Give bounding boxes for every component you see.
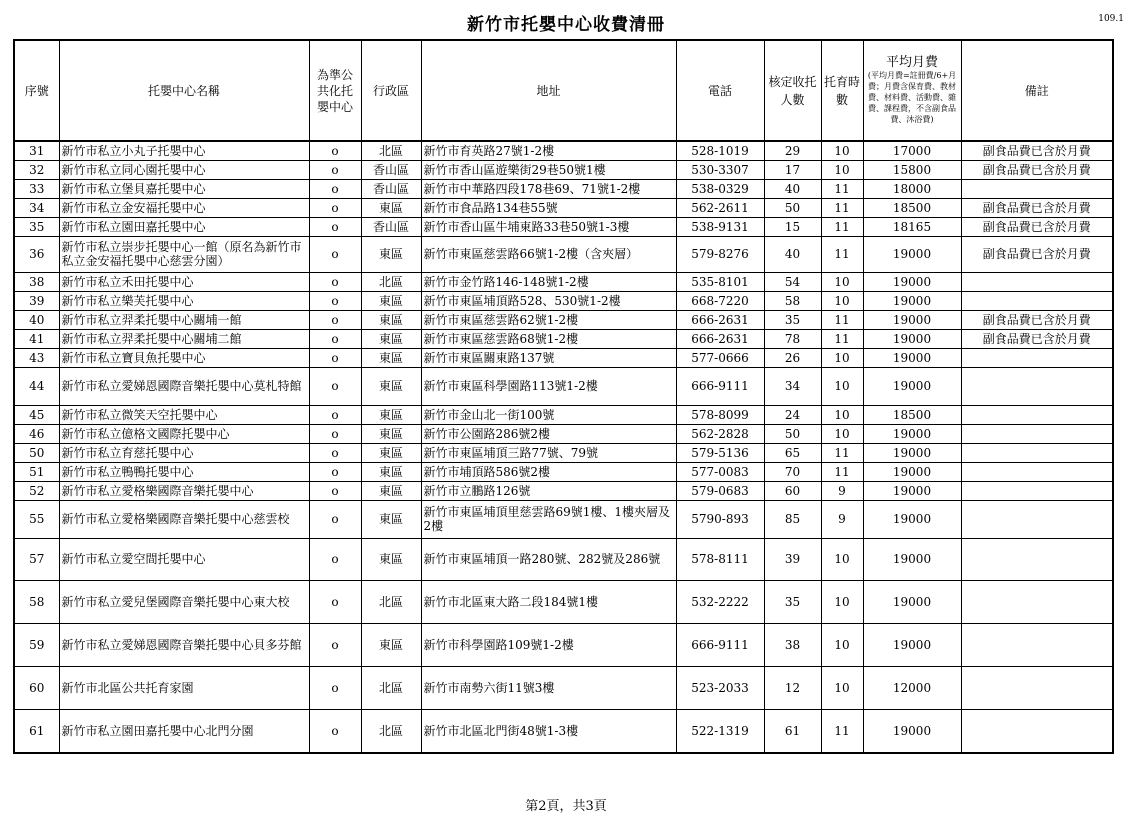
header-name: 托嬰中心名稱 [59, 40, 309, 141]
cell-fee: 19000 [863, 348, 961, 367]
cell-phone: 579-5136 [676, 443, 764, 462]
cell-address: 新竹市立鵬路126號 [421, 481, 676, 500]
cell-phone: 577-0083 [676, 462, 764, 481]
cell-fee: 19000 [863, 329, 961, 348]
cell-phone: 535-8101 [676, 272, 764, 291]
cell-district: 東區 [361, 462, 421, 481]
cell-name: 新竹市私立園田嘉托嬰中心 [59, 217, 309, 236]
cell-quasi-public: o [309, 329, 361, 348]
cell-quasi-public: o [309, 367, 361, 405]
cell-fee: 15800 [863, 160, 961, 179]
cell-fee: 19000 [863, 443, 961, 462]
cell-district: 東區 [361, 291, 421, 310]
cell-hours: 10 [821, 623, 863, 666]
cell-phone: 532-2222 [676, 580, 764, 623]
cell-quasi-public: o [309, 443, 361, 462]
cell-hours: 11 [821, 709, 863, 753]
cell-quasi-public: o [309, 141, 361, 160]
cell-name: 新竹市私立園田嘉托嬰中心北門分園 [59, 709, 309, 753]
cell-hours: 11 [821, 198, 863, 217]
table-row [14, 481, 1113, 500]
cell-address: 新竹市東區慈雲路68號1-2樓 [421, 329, 676, 348]
cell-remark [961, 291, 1113, 310]
cell-fee: 18500 [863, 405, 961, 424]
table-row [14, 179, 1113, 198]
header-remark: 備註 [961, 40, 1113, 141]
table-row [14, 329, 1113, 348]
cell-phone: 666-2631 [676, 329, 764, 348]
table-row [14, 623, 1113, 666]
cell-quasi-public: o [309, 709, 361, 753]
cell-name: 新竹市私立愛格樂國際音樂托嬰中心慈雲校 [59, 500, 309, 538]
cell-capacity: 34 [764, 367, 821, 405]
header-row [14, 40, 1113, 141]
cell-quasi-public: o [309, 623, 361, 666]
cell-phone: 577-0666 [676, 348, 764, 367]
cell-capacity: 61 [764, 709, 821, 753]
cell-no: 60 [14, 666, 59, 709]
cell-hours: 11 [821, 443, 863, 462]
cell-hours: 9 [821, 500, 863, 538]
cell-fee: 19000 [863, 709, 961, 753]
cell-hours: 11 [821, 310, 863, 329]
cell-hours: 10 [821, 160, 863, 179]
cell-address: 新竹市北區東大路二段184號1樓 [421, 580, 676, 623]
cell-fee: 19000 [863, 272, 961, 291]
cell-fee: 17000 [863, 141, 961, 160]
table-row [14, 367, 1113, 405]
cell-remark: 副食品費已含於月費 [961, 217, 1113, 236]
cell-remark: 副食品費已含於月費 [961, 160, 1113, 179]
cell-name: 新竹市私立崇步托嬰中心一館（原名為新竹市私立金安福托嬰中心慈雲分園） [59, 236, 309, 272]
header-district: 行政區 [361, 40, 421, 141]
cell-name: 新竹市私立愛空間托嬰中心 [59, 538, 309, 580]
cell-name: 新竹市私立愛娣恩國際音樂托嬰中心莫札特館 [59, 367, 309, 405]
cell-no: 36 [14, 236, 59, 272]
cell-quasi-public: o [309, 500, 361, 538]
cell-address: 新竹市香山區遊樂街29巷50號1樓 [421, 160, 676, 179]
cell-phone: 578-8099 [676, 405, 764, 424]
cell-remark [961, 348, 1113, 367]
cell-remark [961, 179, 1113, 198]
cell-no: 31 [14, 141, 59, 160]
cell-hours: 10 [821, 666, 863, 709]
cell-fee: 19000 [863, 580, 961, 623]
header-no: 序號 [14, 40, 59, 141]
cell-no: 61 [14, 709, 59, 753]
header-capacity: 核定收托人數 [764, 40, 821, 141]
cell-district: 北區 [361, 141, 421, 160]
cell-fee: 19000 [863, 500, 961, 538]
cell-remark [961, 666, 1113, 709]
cell-no: 41 [14, 329, 59, 348]
header-quasi-public: 為準公共化托嬰中心 [309, 40, 361, 141]
cell-address: 新竹市東區埔頂三路77號、79號 [421, 443, 676, 462]
cell-quasi-public: o [309, 666, 361, 709]
cell-hours: 10 [821, 424, 863, 443]
cell-fee: 19000 [863, 310, 961, 329]
cell-name: 新竹市私立寶貝魚托嬰中心 [59, 348, 309, 367]
cell-fee: 19000 [863, 424, 961, 443]
cell-phone: 666-9111 [676, 623, 764, 666]
cell-phone: 538-9131 [676, 217, 764, 236]
cell-quasi-public: o [309, 580, 361, 623]
cell-name: 新竹市私立禾田托嬰中心 [59, 272, 309, 291]
table-row [14, 217, 1113, 236]
header-fee-note: (平均月費=註冊費/6+月費；月費含保育費、教材費、材料費、活動費、雜費、課程費，不含副食品費、沐浴費) [867, 71, 957, 124]
table-row [14, 291, 1113, 310]
version-label: 109.1 [1098, 14, 1124, 24]
cell-name: 新竹市私立金安福托嬰中心 [59, 198, 309, 217]
cell-remark [961, 623, 1113, 666]
cell-address: 新竹市科學園路109號1-2樓 [421, 623, 676, 666]
cell-no: 35 [14, 217, 59, 236]
cell-district: 東區 [361, 500, 421, 538]
page-title: 新竹市托嬰中心收費清冊 [467, 15, 665, 35]
cell-name: 新竹市私立愛兒堡國際音樂托嬰中心東大校 [59, 580, 309, 623]
cell-address: 新竹市金山北一街100號 [421, 405, 676, 424]
table-row [14, 500, 1113, 538]
cell-fee: 12000 [863, 666, 961, 709]
cell-no: 51 [14, 462, 59, 481]
cell-fee: 19000 [863, 623, 961, 666]
cell-name: 新竹市私立育慈托嬰中心 [59, 443, 309, 462]
cell-capacity: 17 [764, 160, 821, 179]
cell-address: 新竹市北區北門街48號1-3樓 [421, 709, 676, 753]
cell-quasi-public: o [309, 481, 361, 500]
cell-capacity: 65 [764, 443, 821, 462]
cell-quasi-public: o [309, 348, 361, 367]
cell-address: 新竹市公園路286號2樓 [421, 424, 676, 443]
cell-fee: 19000 [863, 291, 961, 310]
cell-hours: 10 [821, 348, 863, 367]
cell-capacity: 12 [764, 666, 821, 709]
page-footer: 第2頁，共3頁 [525, 799, 607, 814]
cell-quasi-public: o [309, 538, 361, 580]
cell-capacity: 38 [764, 623, 821, 666]
cell-fee: 18000 [863, 179, 961, 198]
cell-address: 新竹市金竹路146-148號1-2樓 [421, 272, 676, 291]
cell-district: 東區 [361, 198, 421, 217]
table-row [14, 348, 1113, 367]
cell-hours: 9 [821, 481, 863, 500]
cell-address: 新竹市東區科學園路113號1-2樓 [421, 367, 676, 405]
cell-no: 55 [14, 500, 59, 538]
cell-quasi-public: o [309, 405, 361, 424]
cell-capacity: 50 [764, 424, 821, 443]
cell-capacity: 24 [764, 405, 821, 424]
table-row [14, 709, 1113, 753]
cell-district: 東區 [361, 424, 421, 443]
cell-phone: 5790-893 [676, 500, 764, 538]
cell-remark [961, 405, 1113, 424]
cell-remark [961, 709, 1113, 753]
cell-address: 新竹市東區關東路137號 [421, 348, 676, 367]
cell-hours: 10 [821, 272, 863, 291]
cell-quasi-public: o [309, 179, 361, 198]
cell-capacity: 54 [764, 272, 821, 291]
cell-no: 52 [14, 481, 59, 500]
cell-hours: 10 [821, 405, 863, 424]
cell-no: 43 [14, 348, 59, 367]
cell-remark: 副食品費已含於月費 [961, 310, 1113, 329]
table-row [14, 666, 1113, 709]
cell-fee: 18500 [863, 198, 961, 217]
cell-capacity: 70 [764, 462, 821, 481]
cell-district: 北區 [361, 580, 421, 623]
table-row [14, 538, 1113, 580]
cell-phone: 528-1019 [676, 141, 764, 160]
cell-remark: 副食品費已含於月費 [961, 141, 1113, 160]
cell-district: 北區 [361, 666, 421, 709]
table-row [14, 198, 1113, 217]
cell-quasi-public: o [309, 424, 361, 443]
cell-district: 北區 [361, 709, 421, 753]
cell-no: 57 [14, 538, 59, 580]
fee-table [13, 39, 1114, 754]
cell-remark [961, 462, 1113, 481]
cell-no: 40 [14, 310, 59, 329]
cell-remark [961, 580, 1113, 623]
cell-quasi-public: o [309, 291, 361, 310]
table-row [14, 236, 1113, 272]
cell-fee: 19000 [863, 462, 961, 481]
cell-remark [961, 367, 1113, 405]
cell-hours: 10 [821, 291, 863, 310]
cell-fee: 19000 [863, 236, 961, 272]
cell-address: 新竹市東區慈雲路66號1-2樓（含夾層） [421, 236, 676, 272]
cell-phone: 578-8111 [676, 538, 764, 580]
cell-no: 39 [14, 291, 59, 310]
cell-hours: 11 [821, 462, 863, 481]
cell-phone: 522-1319 [676, 709, 764, 753]
cell-remark [961, 443, 1113, 462]
cell-district: 東區 [361, 236, 421, 272]
cell-no: 44 [14, 367, 59, 405]
cell-remark: 副食品費已含於月費 [961, 329, 1113, 348]
cell-fee: 19000 [863, 538, 961, 580]
cell-capacity: 35 [764, 310, 821, 329]
cell-name: 新竹市私立微笑天空托嬰中心 [59, 405, 309, 424]
cell-district: 東區 [361, 405, 421, 424]
cell-district: 東區 [361, 348, 421, 367]
cell-district: 香山區 [361, 179, 421, 198]
cell-address: 新竹市東區埔頂一路280號、282號及286號 [421, 538, 676, 580]
cell-district: 香山區 [361, 217, 421, 236]
cell-hours: 10 [821, 141, 863, 160]
cell-capacity: 26 [764, 348, 821, 367]
cell-fee: 19000 [863, 367, 961, 405]
cell-phone: 562-2611 [676, 198, 764, 217]
cell-no: 58 [14, 580, 59, 623]
cell-capacity: 58 [764, 291, 821, 310]
cell-no: 45 [14, 405, 59, 424]
cell-no: 38 [14, 272, 59, 291]
table-row [14, 310, 1113, 329]
cell-name: 新竹市私立鴨鴨托嬰中心 [59, 462, 309, 481]
cell-name: 新竹市私立愛娣恩國際音樂托嬰中心貝多芬館 [59, 623, 309, 666]
cell-name: 新竹市北區公共托育家園 [59, 666, 309, 709]
cell-phone: 530-3307 [676, 160, 764, 179]
cell-hours: 11 [821, 217, 863, 236]
cell-capacity: 40 [764, 179, 821, 198]
cell-name: 新竹市私立億格文國際托嬰中心 [59, 424, 309, 443]
cell-capacity: 40 [764, 236, 821, 272]
cell-phone: 538-0329 [676, 179, 764, 198]
cell-capacity: 39 [764, 538, 821, 580]
cell-phone: 666-9111 [676, 367, 764, 405]
cell-address: 新竹市埔頂路586號2樓 [421, 462, 676, 481]
cell-district: 東區 [361, 481, 421, 500]
cell-no: 33 [14, 179, 59, 198]
cell-address: 新竹市育英路27號1-2樓 [421, 141, 676, 160]
cell-phone: 668-7220 [676, 291, 764, 310]
cell-address: 新竹市東區埔頂路528、530號1-2樓 [421, 291, 676, 310]
cell-district: 東區 [361, 367, 421, 405]
cell-hours: 10 [821, 367, 863, 405]
cell-remark [961, 481, 1113, 500]
cell-hours: 10 [821, 538, 863, 580]
cell-no: 50 [14, 443, 59, 462]
cell-capacity: 29 [764, 141, 821, 160]
header-phone: 電話 [676, 40, 764, 141]
cell-phone: 579-8276 [676, 236, 764, 272]
cell-remark [961, 538, 1113, 580]
cell-hours: 11 [821, 179, 863, 198]
cell-remark: 副食品費已含於月費 [961, 236, 1113, 272]
cell-no: 59 [14, 623, 59, 666]
cell-capacity: 85 [764, 500, 821, 538]
table-body [14, 141, 1113, 753]
table-row [14, 272, 1113, 291]
table-row [14, 580, 1113, 623]
cell-remark [961, 272, 1113, 291]
cell-remark [961, 500, 1113, 538]
cell-name: 新竹市私立小丸子托嬰中心 [59, 141, 309, 160]
cell-phone: 523-2033 [676, 666, 764, 709]
cell-fee: 19000 [863, 481, 961, 500]
cell-quasi-public: o [309, 198, 361, 217]
cell-quasi-public: o [309, 310, 361, 329]
header-fee [863, 40, 961, 141]
header-fee-label: 平均月費 [885, 55, 938, 70]
cell-quasi-public: o [309, 272, 361, 291]
cell-phone: 579-0683 [676, 481, 764, 500]
cell-capacity: 50 [764, 198, 821, 217]
cell-quasi-public: o [309, 160, 361, 179]
cell-district: 北區 [361, 272, 421, 291]
table-row [14, 443, 1113, 462]
cell-name: 新竹市私立樂芙托嬰中心 [59, 291, 309, 310]
cell-fee: 18165 [863, 217, 961, 236]
cell-address: 新竹市東區慈雲路62號1-2樓 [421, 310, 676, 329]
cell-address: 新竹市香山區牛埔東路33巷50號1-3樓 [421, 217, 676, 236]
cell-name: 新竹市私立羿柔托嬰中心關埔一館 [59, 310, 309, 329]
cell-hours: 11 [821, 236, 863, 272]
cell-phone: 666-2631 [676, 310, 764, 329]
table-row [14, 424, 1113, 443]
cell-remark [961, 424, 1113, 443]
table-row [14, 160, 1113, 179]
header-hours: 托育時數 [821, 40, 863, 141]
table-row [14, 405, 1113, 424]
cell-no: 34 [14, 198, 59, 217]
table-row [14, 141, 1113, 160]
cell-capacity: 15 [764, 217, 821, 236]
cell-hours: 11 [821, 329, 863, 348]
cell-address: 新竹市南勢六街11號3樓 [421, 666, 676, 709]
cell-quasi-public: o [309, 217, 361, 236]
cell-district: 東區 [361, 538, 421, 580]
cell-quasi-public: o [309, 462, 361, 481]
cell-district: 東區 [361, 329, 421, 348]
cell-quasi-public: o [309, 236, 361, 272]
header-address: 地址 [421, 40, 676, 141]
cell-no: 46 [14, 424, 59, 443]
cell-remark: 副食品費已含於月費 [961, 198, 1113, 217]
cell-hours: 10 [821, 580, 863, 623]
cell-name: 新竹市私立堡貝嘉托嬰中心 [59, 179, 309, 198]
cell-no: 32 [14, 160, 59, 179]
cell-phone: 562-2828 [676, 424, 764, 443]
cell-district: 東區 [361, 443, 421, 462]
cell-name: 新竹市私立羿柔托嬰中心關埔二館 [59, 329, 309, 348]
cell-capacity: 60 [764, 481, 821, 500]
cell-address: 新竹市食品路134巷55號 [421, 198, 676, 217]
cell-address: 新竹市東區埔頂里慈雲路69號1樓、1樓夾層及2樓 [421, 500, 676, 538]
cell-name: 新竹市私立同心園托嬰中心 [59, 160, 309, 179]
table-row [14, 462, 1113, 481]
cell-district: 東區 [361, 623, 421, 666]
cell-address: 新竹市中華路四段178巷69、71號1-2樓 [421, 179, 676, 198]
cell-capacity: 78 [764, 329, 821, 348]
cell-district: 香山區 [361, 160, 421, 179]
cell-capacity: 35 [764, 580, 821, 623]
cell-name: 新竹市私立愛格樂國際音樂托嬰中心 [59, 481, 309, 500]
cell-district: 東區 [361, 310, 421, 329]
